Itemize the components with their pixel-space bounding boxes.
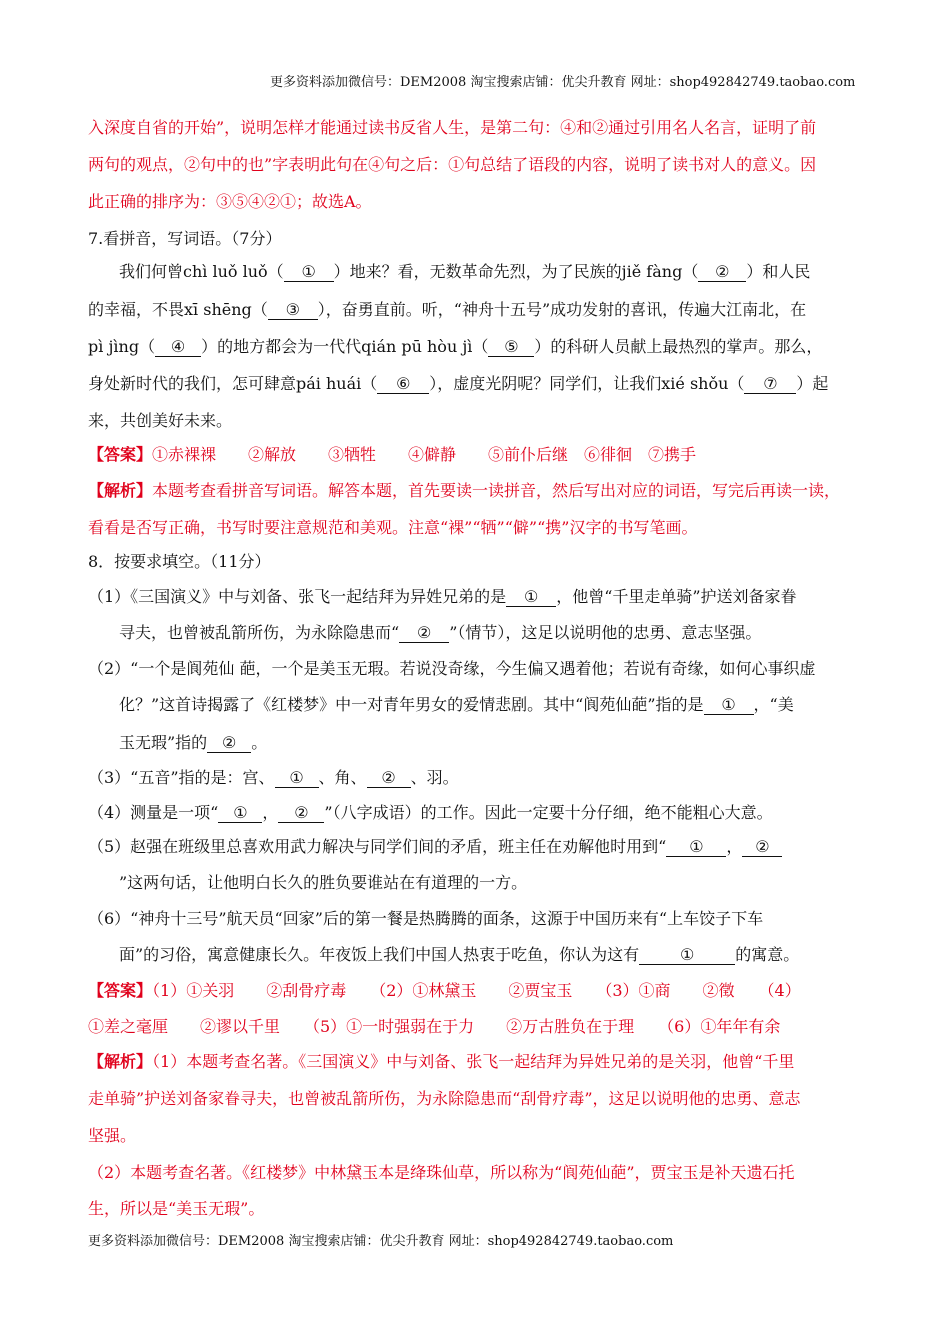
q8-item-4: （4）测量是一项“ ① ， ② ”（八字成语）的工作。因此一定要十分仔细，绝不能粗心大意。 — [88, 803, 773, 822]
q8-4-blank-1: ① — [218, 804, 262, 823]
q8-5-blank-1: ① — [666, 838, 726, 857]
q7-blank-5: ⑤ — [488, 338, 534, 357]
page-header: 更多资料添加微信号：DEM2008 淘宝搜索店铺：优尖升教育 网址：shop492842749.taobao.com — [270, 75, 856, 90]
q7-blank-6: ⑥ — [377, 375, 429, 394]
q7-blank-7: ⑦ — [744, 375, 796, 394]
q8-item-5-line-2: ”这两句话，让他明白长久的胜负要谁站在有道理的一方。 — [119, 873, 528, 892]
q8-2-blank-2: ② — [207, 734, 251, 753]
q8-analysis-line-1: 【解析】（1）本题考查名著。《三国演义》中与刘备、张飞一起结拜为异姓兄弟的是关羽，他曾“千里 — [88, 1052, 795, 1071]
q8-item-2-line-3: 玉无瑕”指的 ② 。 — [119, 733, 268, 752]
q8-item-1-line-1: （1）《三国演义》中与刘备、张飞一起结拜为异姓兄弟的是 ① ，他曾“千里走单骑”护送刘备家眷 — [88, 587, 797, 606]
q7-answer: 【答案】①赤裸裸 ②解放 ③牺牲 ④僻静 ⑤前仆后继 ⑥徘徊 ⑦携手 — [88, 445, 697, 464]
q7-passage-line-3: pì jìng（ ④ ）的地方都会为一代代qián pū hòu jì（ ⑤ ）的科研人员献上最热烈的掌声。那么， — [88, 337, 823, 356]
q8-title: 8．按要求填空。（11分） — [88, 552, 271, 571]
continued-analysis-line-2: 两句的观点，②句中的也”字表明此句在④句之后：①句总结了语段的内容，说明了读书对人的意义。因 — [88, 155, 817, 174]
continued-analysis-line-1: 入深度自省的开始”，说明怎样才能通过读书反省人生，是第二句：④和②通过引用名人名言，证明了前 — [88, 118, 817, 137]
q7-blank-1: ① — [284, 263, 334, 282]
q8-5-blank-2: ② — [742, 838, 782, 857]
q7-analysis-line-2: 看看是否写正确，书写时要注意规范和美观。注意“裸”“牺”“僻”“携”汉字的书写笔画。 — [88, 518, 698, 537]
continued-analysis-line-3: 此正确的排序为：③⑤④②①；故选A。 — [88, 192, 372, 211]
q8-analysis-line-5: 生，所以是“美玉无瑕”。 — [88, 1199, 265, 1218]
q8-item-3: （3）“五音”指的是：宫、 ① 、角、 ② 、羽。 — [88, 768, 459, 787]
q7-passage-line-2: 的幸福，不畏xī shēng（ ③ ），奋勇直前。听，“神舟十五号”成功发射的喜讯，传遍大江南北，在 — [88, 300, 807, 319]
q7-blank-2: ② — [698, 263, 746, 282]
q8-item-6-line-2: 面”的习俗，寓意健康长久。年夜饭上我们中国人热衷于吃鱼，你认为这有 ① 的寓意。 — [119, 945, 800, 964]
q8-analysis-line-2: 走单骑”护送刘备家眷寻夫，也曾被乱箭所伤，为永除隐患而“刮骨疗毒”，这足以说明他的忠勇、意志 — [88, 1089, 801, 1108]
q8-item-1-line-2: 寻夫，也曾被乱箭所伤，为永除隐患而“ ② ”（情节），这足以说明他的忠勇、意志坚强。 — [119, 623, 762, 642]
page-footer: 更多资料添加微信号：DEM2008 淘宝搜索店铺：优尖升教育 网址：shop492842749.taobao.com — [88, 1234, 674, 1249]
q8-3-blank-2: ② — [367, 769, 411, 788]
q7-passage-line-4: 身处新时代的我们，怎可肆意pái huái（ ⑥ ），虚度光阴呢？同学们，让我们xié shǒu（ ⑦ ）起 — [88, 374, 829, 393]
q8-item-2-line-1: （2）“一个是阆苑仙 葩，一个是美玉无瑕。若说没奇缘，今生偏又遇着他；若说有奇缘，如何心事织虚 — [88, 659, 816, 678]
q8-answer-line-2: ①差之毫厘 ②谬以千里 （5）①一时强弱在于力 ②万古胜负在于理 （6）①年年有余 — [88, 1017, 781, 1036]
q7-blank-4: ④ — [155, 338, 201, 357]
q8-analysis-line-3: 坚强。 — [88, 1126, 137, 1145]
q8-answer-line-1: 【答案】（1）①关羽 ②刮骨疗毒 （2）①林黛玉 ②贾宝玉 （3）①商 ②徵 （4） — [88, 981, 801, 1000]
q8-item-5-line-1: （5）赵强在班级里总喜欢用武力解决与同学们间的矛盾，班主任在劝解他时用到“ ① ， ② — [88, 837, 782, 857]
q8-2-blank-1: ① — [704, 696, 754, 715]
q7-passage-line-5: 来，共创美好未来。 — [88, 411, 233, 430]
q7-passage-line-1: 我们何曾chì luǒ luǒ（ ① ）地来？看，无数革命先烈，为了民族的jiě fàng（ ② ）和人民 — [119, 262, 811, 281]
q8-1-blank-1: ① — [506, 588, 556, 607]
q8-1-blank-2: ② — [399, 624, 449, 643]
q8-4-blank-2: ② — [278, 804, 324, 823]
q7-blank-3: ③ — [268, 301, 318, 320]
q8-analysis-line-4: （2）本题考查名著。《红楼梦》中林黛玉本是绛珠仙草，所以称为“阆苑仙葩”，贾宝玉是补天遗石托 — [88, 1163, 795, 1182]
q7-title: 7.看拼音，写词语。（7分） — [88, 229, 282, 248]
q8-item-6-line-1: （6）“神舟十三号”航天员“回家”后的第一餐是热腾腾的面条，这源于中国历来有“上车饺子下车 — [88, 909, 764, 928]
q7-analysis-line-1: 【解析】本题考查看拼音写词语。解答本题，首先要读一读拼音，然后写出对应的词语，写完后再读一读， — [88, 481, 841, 500]
q8-3-blank-1: ① — [275, 769, 319, 788]
q8-6-blank-1: ① — [639, 946, 735, 965]
q8-item-2-line-2: 化？”这首诗揭露了《红楼梦》中一对青年男女的爱情悲剧。其中“阆苑仙葩”指的是 ① ，“美 — [119, 695, 794, 714]
